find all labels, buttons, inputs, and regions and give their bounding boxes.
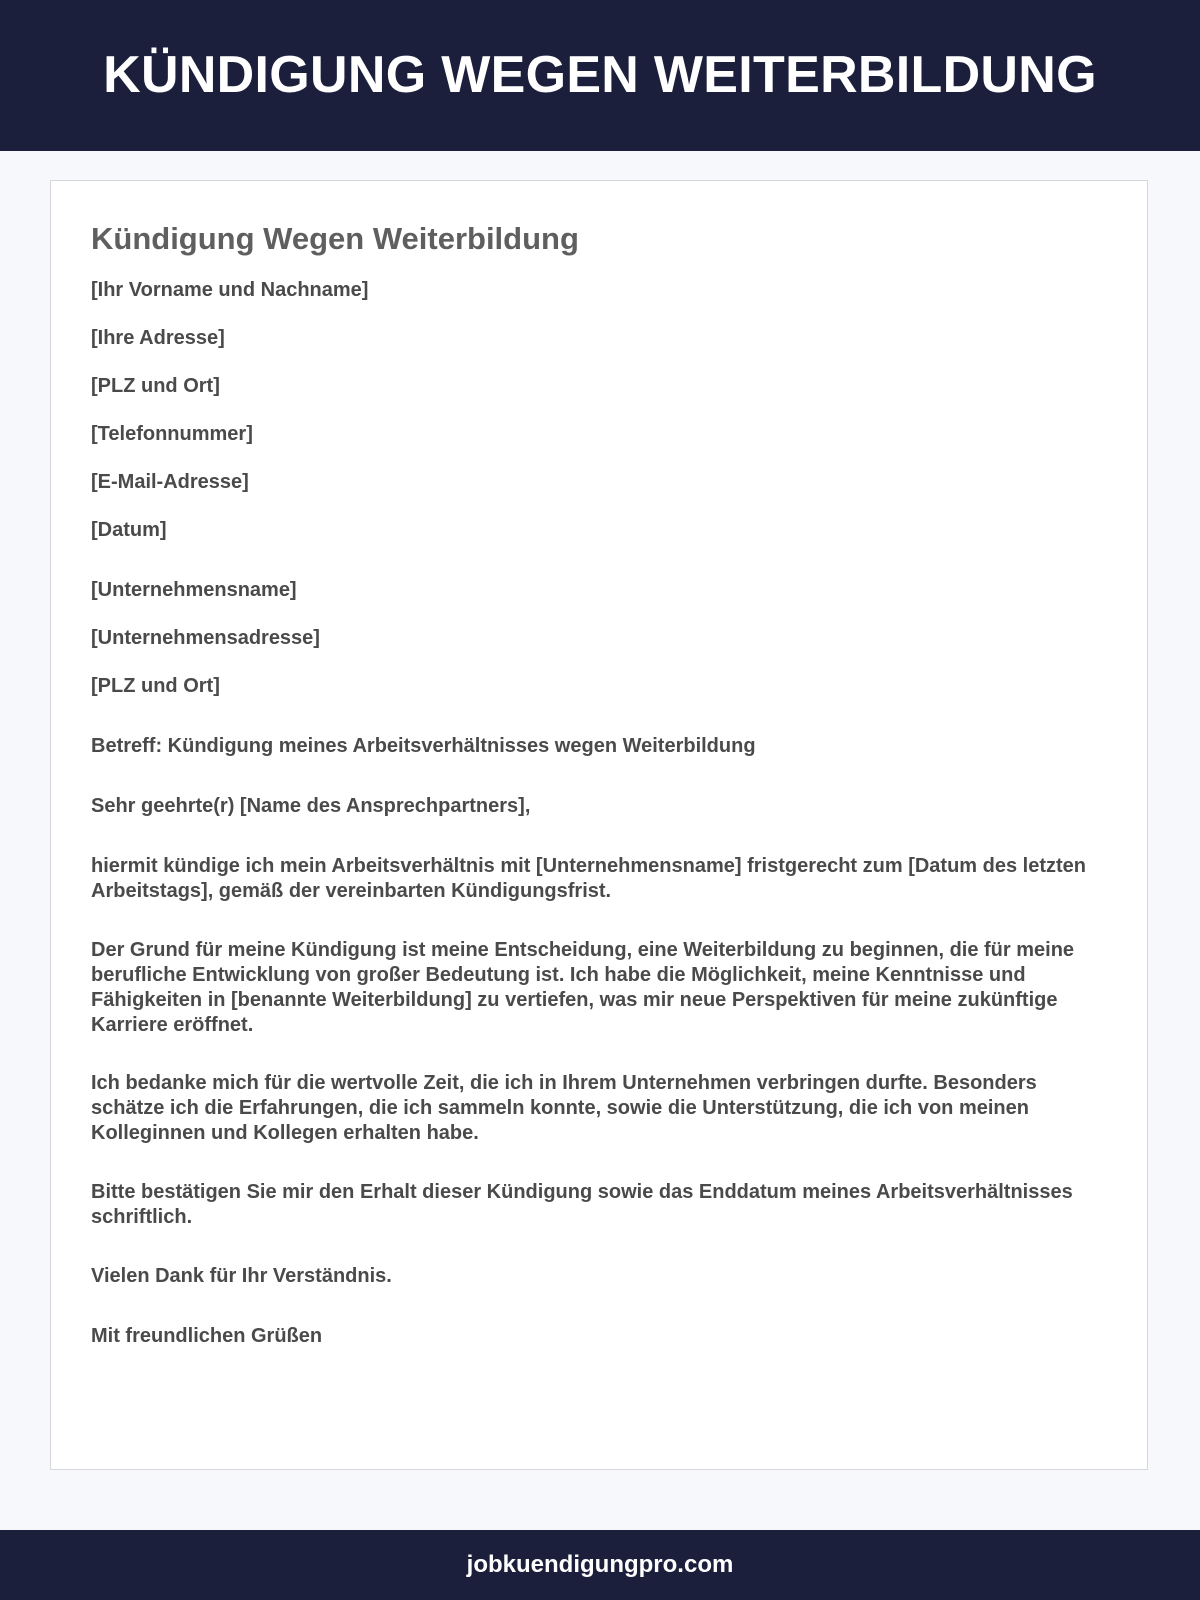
letter-salutation: Sehr geehrte(r) [Name des Ansprechpartners], xyxy=(91,795,531,817)
sender-address: [Ihre Adresse] xyxy=(91,327,225,349)
body-paragraph: Bitte bestätigen Sie mir den Erhalt dieser Kündigung sowie das Enddatum meines Arbeitsverhältnisses schriftlich. xyxy=(91,1181,1073,1228)
footer-site-name: jobkuendigungpro.com xyxy=(466,1551,734,1578)
body-paragraph: Der Grund für meine Kündigung ist meine Entscheidung, eine Weiterbildung zu beginnen, die für meine berufliche Entwicklung von großer Bedeutung ist. Ich habe die Möglichkeit, meine Kenntnisse und Fähigkeiten in [benannte Weiterbildung] zu vertiefen, was mir neue Perspektiven für meine zukünftige Karriere eröffnet. xyxy=(91,939,1075,1036)
sender-phone: [Telefonnummer] xyxy=(91,423,253,445)
sender-email: [E-Mail-Adresse] xyxy=(91,471,249,493)
sender-name: [Ihr Vorname und Nachname] xyxy=(91,279,369,301)
letter-title: Kündigung Wegen Weiterbildung xyxy=(91,221,579,256)
letter-date: [Datum] xyxy=(91,519,167,541)
body-paragraph: hiermit kündige ich mein Arbeitsverhältnis mit [Unternehmensname] fristgerecht zum [Datum des letzten Arbeitstags], gemäß der vereinbarten Kündigungsfrist. xyxy=(91,855,1087,902)
letter-closing: Mit freundlichen Grüßen xyxy=(91,1325,323,1347)
recipient-company: [Unternehmensname] xyxy=(91,579,297,601)
body-paragraph: Ich bedanke mich für die wertvolle Zeit, die ich in Ihrem Unternehmen verbringen durfte. Besonders schätze ich die Erfahrungen, die ich sammeln konnte, sowie die Unterstützung, die ich von meinen Kolleginnen und Kollegen erhalten habe. xyxy=(91,1072,1037,1144)
body-paragraph: Vielen Dank für Ihr Verständnis. xyxy=(91,1265,392,1287)
recipient-address: [Unternehmensadresse] xyxy=(91,627,320,649)
sender-city: [PLZ und Ort] xyxy=(91,375,220,397)
letter-card xyxy=(50,180,1148,1470)
page-footer xyxy=(0,1530,1200,1600)
page-heading: KÜNDIGUNG WEGEN WEITERBILDUNG xyxy=(103,45,1097,104)
page-header xyxy=(0,0,1200,151)
letter-subject: Betreff: Kündigung meines Arbeitsverhältnisses wegen Weiterbildung xyxy=(91,735,756,757)
recipient-city: [PLZ und Ort] xyxy=(91,675,220,697)
